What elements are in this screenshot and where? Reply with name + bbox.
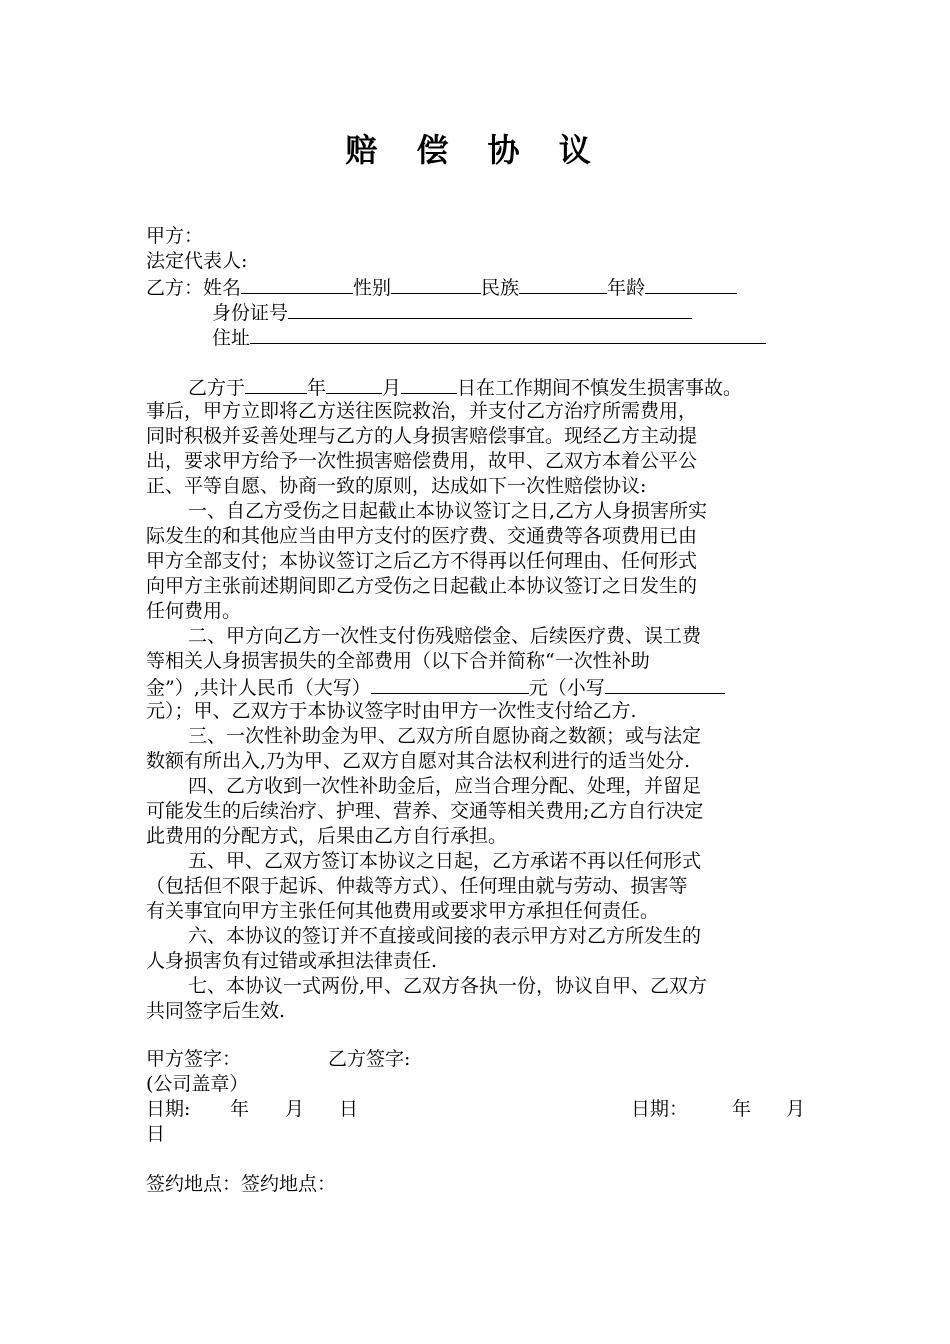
clause-2-line: 等相关人身损害损失的全部费用（以下合并简称“一次性补助 [146, 650, 650, 672]
address-row [212, 324, 766, 350]
amount-digits-label: 元（小写 [528, 677, 605, 699]
party-b-label: 乙方： [146, 277, 204, 299]
party-b-signature-label: 乙方签字: [328, 1048, 411, 1070]
date-a-year: 年 [230, 1098, 250, 1120]
clause-6-line: 人身损害负有过错或承担法律责任. [146, 950, 438, 972]
clause-3-line [146, 724, 701, 748]
clause-1-line: 际发生的和其他应当由甲方支付的医疗费、交通费等各项费用已由 [146, 525, 698, 547]
date-a-label: 日期: [146, 1098, 191, 1120]
clause-3-line: 数额有所出入,乃为甲、乙双方自愿对其合法权利进行的适当处分. [146, 750, 691, 772]
clause-5-line: （包括但不限于起诉、仲裁等方式）、任何理由就与劳动、损害等 [146, 875, 688, 897]
clause-2-text: 二、甲方向乙方一次性支付伤残赔偿金、后续医疗费、误工费 [188, 625, 702, 647]
signing-place-label: 签约地点：签约地点： [146, 1173, 337, 1195]
intro-line: 事后，甲方立即将乙方送往医院救治，并支付乙方治疗所需费用， [146, 400, 698, 422]
id-label: 身份证号 [212, 302, 289, 324]
clause-4-line [146, 774, 701, 798]
date-b-month: 月 [786, 1098, 806, 1120]
address-label: 住址 [212, 327, 251, 349]
ethnicity-blank [519, 274, 607, 294]
amount-words-label: 金”）,共计人民币（大写） [146, 677, 371, 699]
accident-year-blank [245, 374, 307, 394]
clause-6-line [146, 924, 701, 948]
clause-1-line: 向甲方主张前述期间即乙方受伤之日起截止本协议签订之日发生的 [146, 575, 698, 597]
page-title: 赔 偿 协 议 [345, 131, 605, 169]
date-b-year: 年 [732, 1098, 752, 1120]
clause-7-line: 共同签字后生效. [146, 1000, 286, 1022]
clause-4-text: 四、乙方收到一次性补助金后，应当合理分配、处理，并留足 [188, 775, 702, 797]
amount-digits-blank [605, 674, 725, 694]
clause-7-text: 七、本协议一式两份,甲、乙双方各执一份，协议自甲、乙双方 [188, 975, 708, 997]
gender-label: 性别 [353, 277, 392, 299]
clause-5-line [146, 849, 701, 873]
intro-first-line [146, 374, 742, 400]
clause-2-amount-line [146, 674, 725, 700]
party-a-label: 甲方： [146, 225, 204, 247]
clause-1-text: 一、自乙方受伤之日起截止本协议签订之日,乙方人身损害所实 [188, 500, 708, 522]
clause-1-line [146, 499, 707, 523]
party-a-signature-label: 甲方签字： [146, 1048, 242, 1070]
company-seal-label: (公司盖章） [146, 1073, 249, 1095]
accident-month-blank [326, 374, 382, 394]
date-b-day: 日 [146, 1123, 166, 1145]
date-a-month: 月 [285, 1098, 305, 1120]
intro-line: 同时积极并妥善处理与乙方的人身损害赔偿事宜。现经乙方主动提 [146, 425, 698, 447]
ethnicity-label: 民族 [481, 277, 520, 299]
id-blank [288, 299, 692, 319]
date-b-label: 日期： [631, 1098, 689, 1120]
clause-1-line: 甲方全部支付；本协议签订之后乙方不得再以任何理由、任何形式 [146, 550, 698, 572]
intro-pre: 乙方于 [188, 377, 246, 399]
gender-blank [391, 274, 481, 294]
clause-7-line [146, 974, 707, 998]
intro-month: 月 [382, 377, 402, 399]
id-row [212, 299, 692, 325]
clause-3-text: 三、一次性补助金为甲、乙双方所自愿协商之数额；或与法定 [188, 725, 702, 747]
legal-rep-label: 法定代表人: [146, 250, 248, 272]
clause-5-line: 有关事宜向甲方主张任何其他费用或要求甲方承担任何责任。 [146, 900, 660, 922]
clause-6-text: 六、本协议的签订并不直接或间接的表示甲方对乙方所发生的 [188, 925, 702, 947]
amount-words-blank [371, 674, 529, 694]
clause-1-line: 任何费用。 [146, 600, 242, 622]
party-b-info-row [146, 274, 737, 300]
intro-year: 年 [307, 377, 327, 399]
clause-5-text: 五、甲、乙双方签订本协议之日起，乙方承诺不再以任何形式 [188, 850, 702, 872]
clause-2-line [146, 624, 701, 648]
clause-2-line: 元）；甲、乙双方于本协议签字时由甲方一次性支付给乙方. [146, 700, 637, 722]
clause-4-line: 此费用的分配方式，后果由乙方自行承担。 [146, 825, 508, 847]
name-blank [241, 274, 353, 294]
address-blank [250, 324, 766, 344]
age-blank [645, 274, 737, 294]
intro-line: 正、平等自愿、协商一致的原则，达成如下一次性赔偿协议: [146, 475, 647, 497]
age-label: 年龄 [607, 277, 646, 299]
intro-day: 日在工作期间不慎发生损害事故。 [457, 377, 743, 399]
clause-4-line: 可能发生的后续治疗、护理、营养、交通等相关费用;乙方自行决定 [146, 800, 704, 822]
date-a-day: 日 [339, 1098, 359, 1120]
accident-day-blank [401, 374, 457, 394]
name-label: 姓名 [203, 277, 242, 299]
intro-line: 出，要求甲方给予一次性损害赔偿费用，故甲、乙双方本着公平公 [146, 450, 698, 472]
